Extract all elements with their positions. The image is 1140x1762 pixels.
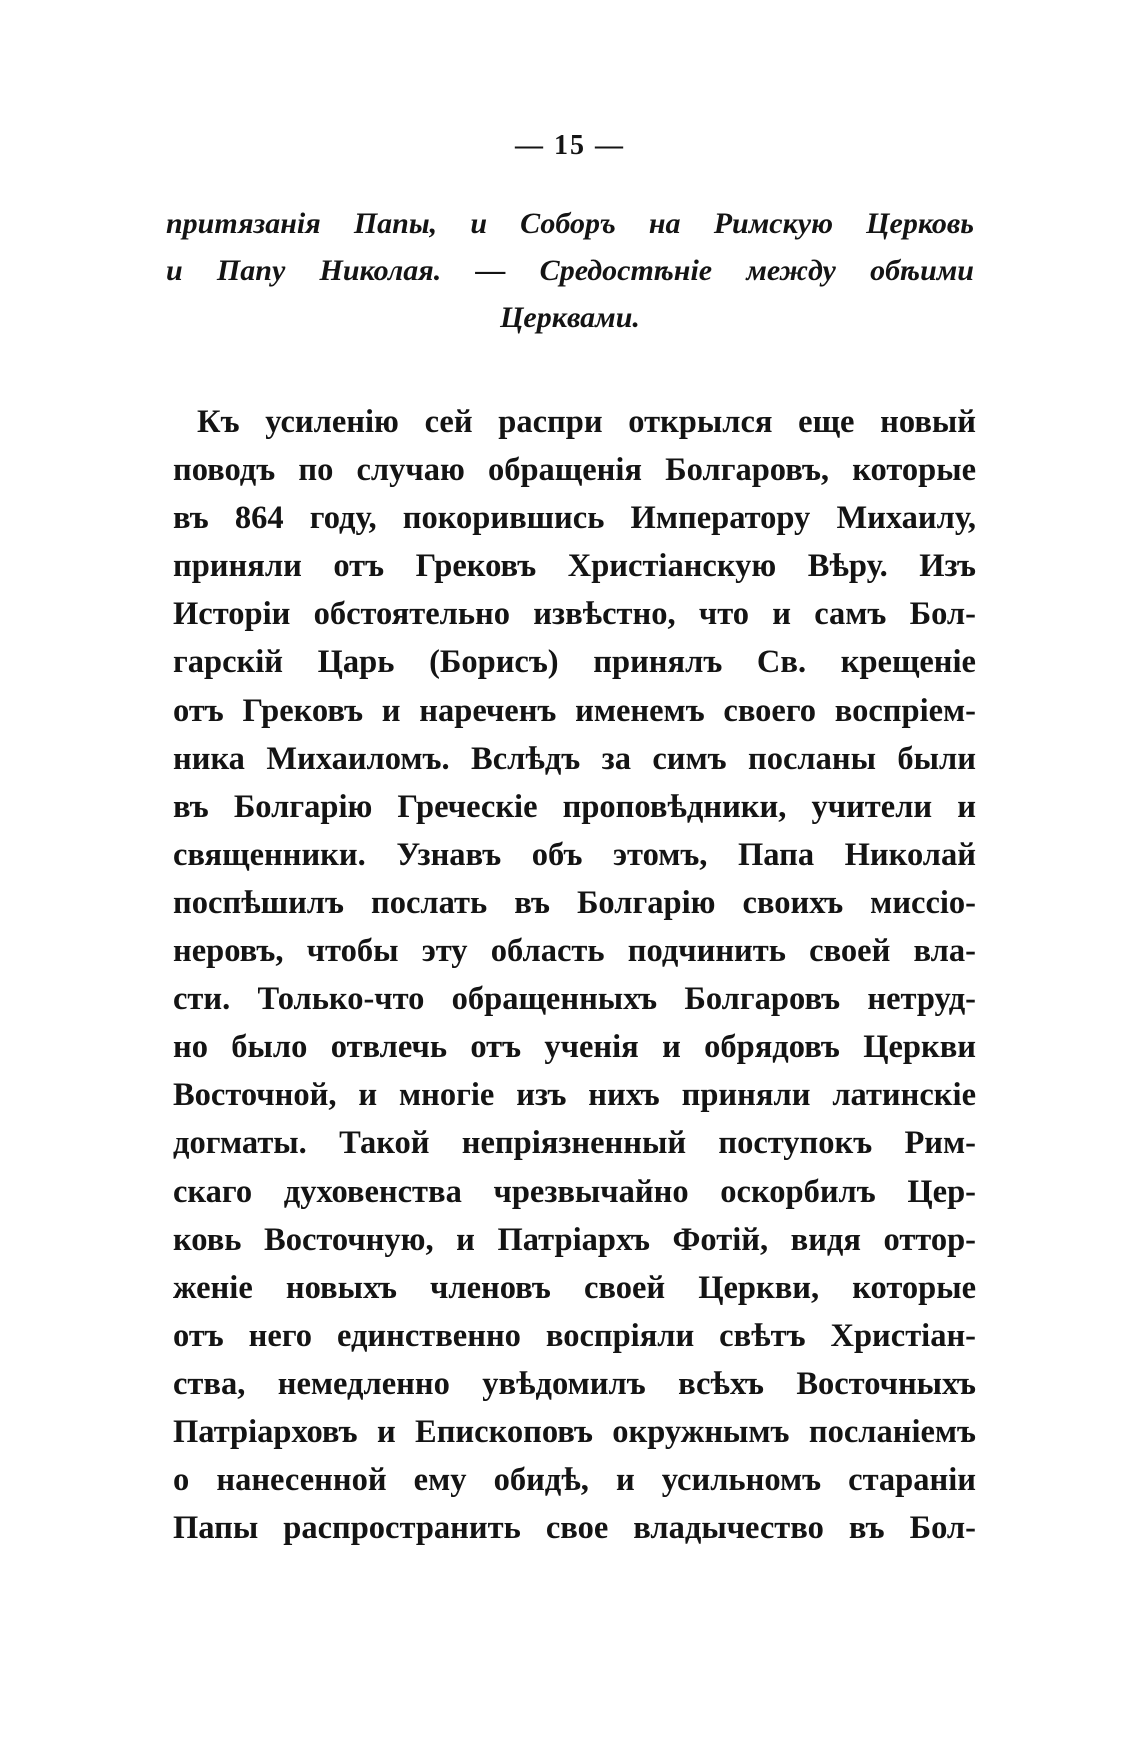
text-line: скаго духовенства чрезвычайно оскорбилъ Цер- [173, 1173, 976, 1210]
text-line: гарскій Царь (Борисъ) принялъ Св. крещеніе [173, 644, 976, 681]
text-line: ника Михаиломъ. Вслѣдъ за симъ посланы были [173, 740, 976, 777]
text-line: поспѣшилъ послать въ Болгарію своихъ миссіо- [173, 884, 976, 921]
text-line: Исторіи обстоятельно извѣстно, что и самъ Бол- [173, 596, 976, 633]
text-line: отъ него единственно воспріяли свѣтъ Христіан- [173, 1317, 976, 1354]
text-line: но было отвлечь отъ ученія и обрядовъ Церкви [173, 1029, 976, 1066]
text-line: о нанесенной ему обидѣ, и усильномъ стараніи [173, 1462, 976, 1499]
page-number: — 15 — [515, 130, 625, 161]
text-line: приняли отъ Грековъ Христіанскую Вѣру. Изъ [173, 548, 976, 585]
chapter-summary [166, 200, 974, 341]
text-line: неровъ, чтобы эту область подчинить своей вла- [173, 933, 976, 970]
summary-line: Церквами. [500, 301, 640, 334]
text-line: ковь Восточную, и Патріархъ Фотій, видя оттор- [173, 1221, 976, 1258]
text-line: догматы. Такой непріязненный поступокъ Рим- [173, 1125, 976, 1162]
text-line: ства, немедленно увѣдомилъ всѣхъ Восточныхъ [173, 1365, 976, 1402]
text-line: въ 864 году, покорившись Императору Михаилу, [173, 500, 976, 537]
text-line: въ Болгарію Греческіе проповѣдники, учители и [173, 788, 976, 825]
text-line: Патріарховъ и Епископовъ окружнымъ посланіемъ [173, 1413, 976, 1450]
text-line: поводъ по случаю обращенія Болгаровъ, которые [173, 452, 976, 489]
text-line: женіе новыхъ членовъ своей Церкви, которые [173, 1269, 976, 1306]
text-line: священники. Узнавъ объ этомъ, Папа Николай [173, 836, 976, 873]
summary-line: и Папу Николая. — Средостѣніе между обѣими [166, 254, 974, 287]
text-line: Къ усиленію сей распри открылся еще новый [197, 404, 976, 440]
text-line: отъ Грековъ и нареченъ именемъ своего воспріем- [173, 692, 976, 729]
text-line: Восточной, и многіе изъ нихъ приняли латинскіе [173, 1077, 976, 1114]
text-line: сти. Только-что обращенныхъ Болгаровъ нетруд- [173, 981, 976, 1018]
summary-line: притязанія Папы, и Соборъ на Римскую Церковь [166, 207, 974, 240]
body-paragraph [173, 398, 976, 1552]
text-line: Папы распространить свое владычество въ Бол- [173, 1510, 976, 1547]
